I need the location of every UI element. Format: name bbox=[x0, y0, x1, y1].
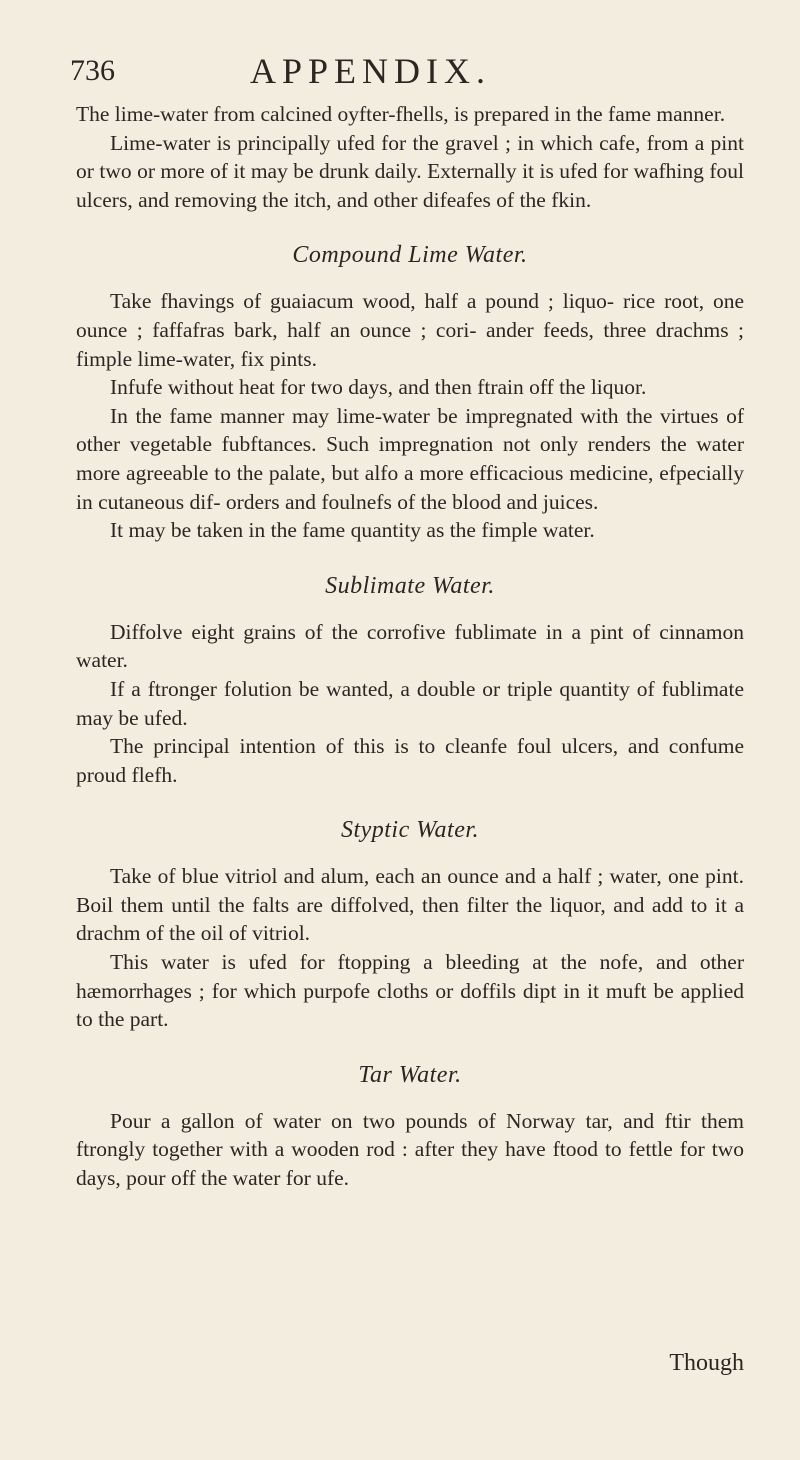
page-number: 736 bbox=[70, 54, 115, 87]
page-body bbox=[76, 100, 744, 1193]
paragraph: Pour a gallon of water on two pounds of Norway tar, and ftir them ftrongly together with a wooden rod : after they have ftood to fettle for two days, pour off the water for ufe. bbox=[76, 1108, 744, 1191]
section-heading: Compound Lime Water. bbox=[292, 242, 528, 269]
page-header bbox=[70, 50, 760, 100]
paragraph: If a ftronger folution be wanted, a double or triple quantity of fublimate may be ufed. bbox=[76, 676, 744, 730]
paragraph: Infufe without heat for two days, and then ftrain off the liquor. bbox=[110, 375, 647, 400]
paragraph: In the fame manner may lime-water be impregnated with the virtues of other vegetable fubftances. Such impregnation not only renders the water more agreeable to the palate, but alfo a more efficacious medicine, efpecially in cutaneous dif- orders and foulnefs of the blood and juices. bbox=[76, 403, 744, 514]
section-heading: Tar Water. bbox=[358, 1061, 462, 1088]
paragraph: Take fhavings of guaiacum wood, half a pound ; liquo- rice root, one ounce ; faffafras bark, half an ounce ; cori- ander feeds, three drachms ; fimple lime-water, fix pints. bbox=[76, 289, 744, 371]
catchword: Though bbox=[669, 1350, 744, 1376]
paragraph: Take of blue vitriol and alum, each an ounce and a half ; water, one pint. Boil them until the falts are diffolved, then filter the liquor, and add to it a drachm of the oil of vitriol. bbox=[76, 864, 744, 946]
section-heading: Sublimate Water. bbox=[325, 572, 495, 599]
section-heading: Styptic Water. bbox=[340, 817, 480, 844]
paragraph: Lime-water is principally ufed for the gravel ; in which cafe, from a pint or two or more of it may be drunk daily. Externally it is ufed for wafhing foul ulcers, and removing the itch, and other difeafes of the fkin. bbox=[76, 130, 744, 212]
paragraph: The lime-water from calcined oyfter-fhells, is prepared in the fame manner. bbox=[76, 102, 726, 126]
paragraph: It may be taken in the fame quantity as the fimple water. bbox=[110, 518, 595, 543]
paragraph: The principal intention of this is to cleanfe foul ulcers, and confume proud flefh. bbox=[76, 734, 744, 787]
paragraph: Diffolve eight grains of the corrofive fublimate in a pint of cinnamon water. bbox=[76, 619, 744, 673]
paragraph: This water is ufed for ftopping a bleeding at the nofe, and other hæmorrhages ; for which purpofe cloths or doffils dipt in it muft be applied to the part. bbox=[76, 950, 744, 1032]
running-head: APPENDIX. bbox=[250, 51, 492, 91]
